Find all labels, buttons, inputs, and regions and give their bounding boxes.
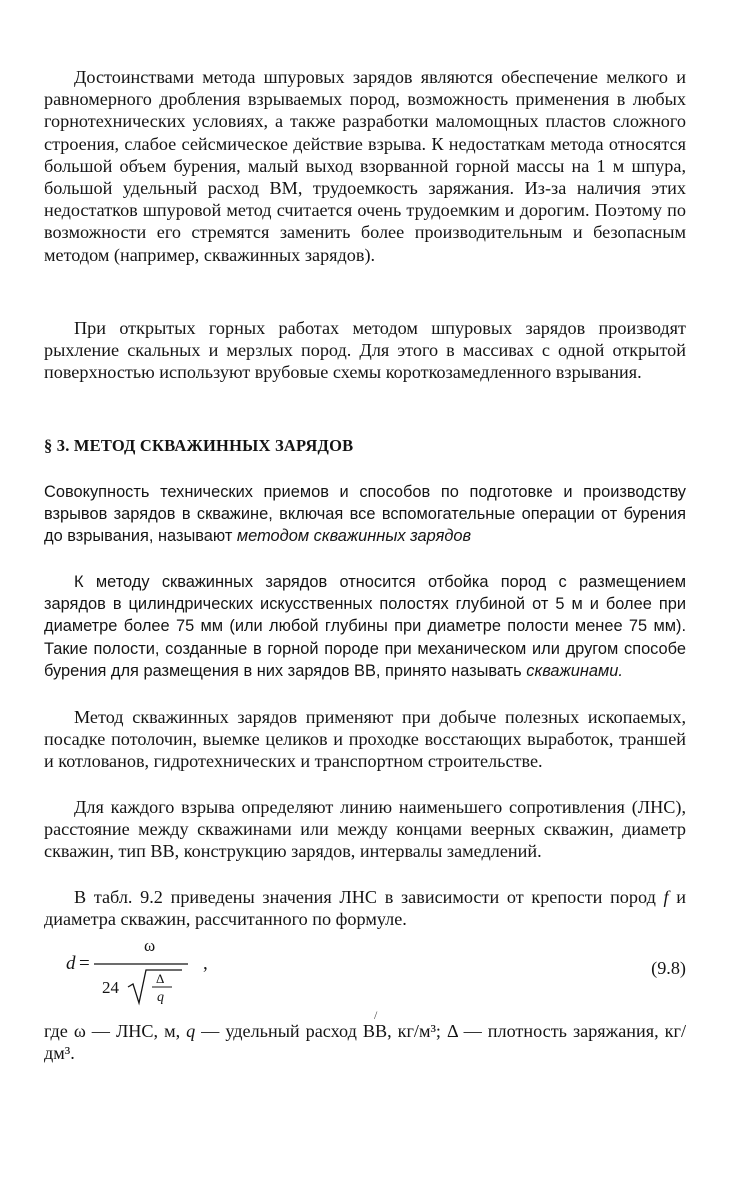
notation-text-a: где ω — ЛНС, м, [44,1021,187,1041]
formula-9-8 [66,935,686,1015]
stray-mark: / [374,1008,378,1022]
formula-lhs: d [66,953,76,974]
paragraph-application: Метод скважинных зарядов применяют при добыче полезных ископаемых, посадке потолочин, выемке целиков и проходке восстающих выработок, траншей и котлованов, гидротехнических и транспортном строительстве. [44,707,686,772]
formula-equals: = [79,953,90,974]
paragraph-definition [44,481,686,548]
borehole-text: К методу скважинных зарядов относится отбойка пород с размещением зарядов в цилиндрических искусственных полостях глубиной от 5 м и более при диаметре более 75 мм (или любой глубины при диаметре полости менее 75 мм). Такие полости, созданные в горной породе при механическом или другом способе бурения для размещения в них зарядов ВВ, принято называть [44,573,686,680]
definition-term: методом скважинных зарядов [236,527,472,546]
notation-text-b: — удельный расход ВВ, кг/м³; Δ — плотность заряжания, кг/дм³. [44,1021,686,1064]
definition-text: Совокупность технических приемов и способов по подготовке и производству взрывов зарядов в скважине, включая все вспомогательные операции от бурения до взрывания, называют [44,483,686,546]
paragraph-notation [44,1020,686,1064]
formula-numerator: ω [144,936,156,955]
paragraph-table-reference [44,886,686,930]
formula-coefficient: 24 [102,978,119,997]
paragraph-shot-charge-advantages: Достоинствами метода шпуровых зарядов являются обеспечение мелкого и равномерного дробления взрываемых пород, возможность применения в любых горнотехнических условиях, а также разработки маломощных пластов сложного строения, слабое сейсмическое действие взрыва. К недостаткам метода относятся большой объем бурения, малый выход взорванной горной массы на 1 м шпура, большой удельный расход ВМ, трудоемкость заряжания. Из-за наличия этих недостатков шпуровой метод считается очень трудоемким и дорогим. Поэтому по возможности его стремятся заменить более производительным и безопасным методом (например, скважинных зарядов). [44,67,686,265]
formula-number: (9.8) [651,958,686,978]
paragraph-open-pit-works: При открытых горных работах методом шпуровых зарядов производят рыхление скальных и мерзлых пород. Для этого в массивах с одной открытой поверхностью используют врубовые схемы короткозамедленного взрывания. [44,318,686,383]
table-reference-text-a: В табл. 9.2 приведены значения ЛНС в зависимости от крепости пород [74,887,664,907]
var-q: q [186,1021,196,1041]
section-heading: § 3. МЕТОД СКВАЖИННЫХ ЗАРЯДОВ [44,436,354,455]
formula-root-numerator: Δ [156,971,165,986]
table-reference-text-b: и диаметра скважин, рассчитанного по формуле. [44,887,686,930]
formula-graphic [66,935,366,1015]
formula-root-denominator: q [157,990,164,1005]
borehole-term: скважинами. [526,661,623,680]
paragraph-parameters: Для каждого взрыва определяют линию наименьшего сопротивления (ЛНС), расстояние между скважинами или между концами веерных скважин, диаметр скважин, тип ВВ, конструкцию зарядов, интервалы замедлений. [44,797,686,862]
var-f: f [663,887,669,907]
formula-comma: , [203,953,208,974]
paragraph-borehole-definition [44,571,686,682]
